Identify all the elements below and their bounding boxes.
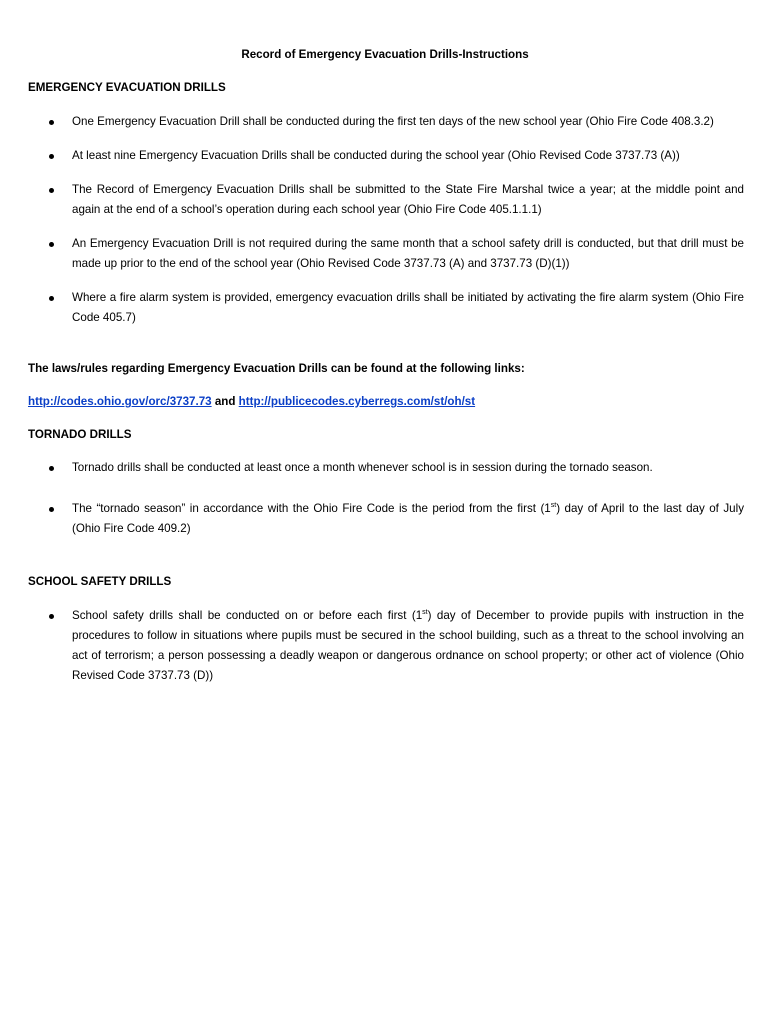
list-item-text: The Record of Emergency Evacuation Drills shall be submitted to the State Fire Marshal twice a year; at the middle point and again at the end of a school’s operation during each school year (Ohio Fire Code 405.1.1.1) [72, 183, 744, 216]
emergency-list [0, 112, 770, 328]
bullet-icon [49, 296, 54, 301]
tornado-text-b: ) day of April to the last day of July (Ohio Fire Code 409.2) [72, 502, 744, 535]
ordinal-suffix: st [422, 609, 428, 617]
emergency-heading: EMERGENCY EVACUATION DRILLS [28, 81, 226, 94]
list-item-text: Where a fire alarm system is provided, emergency evacuation drills shall be initiated by activating the fire alarm system (Ohio Fire Code 405.7) [72, 291, 744, 324]
laws-intro: The laws/rules regarding Emergency Evacuation Drills can be found at the following links: [28, 362, 525, 375]
page-title: Record of Emergency Evacuation Drills-Instructions [241, 48, 529, 61]
fire-code-link[interactable]: http://publicecodes.cyberregs.com/st/oh/st [238, 395, 476, 408]
bullet-icon [49, 242, 54, 247]
bullet-icon [49, 120, 54, 125]
list-item [0, 112, 770, 132]
bullet-icon [49, 507, 54, 512]
tornado-heading: TORNADO DRILLS [28, 428, 132, 441]
list-item [0, 288, 770, 328]
safety-heading: SCHOOL SAFETY DRILLS [28, 575, 172, 588]
ordinal-suffix: st [550, 502, 557, 510]
safety-text-b: ) day of December to provide pupils with instruction in the procedures to follow in situations where pupils must be secured in the school building, such as a threat to the school involving an act of terrorism; a person possessing a deadly weapon or dangerous ordnance on school property; or other act of violence (Ohio Revised Code 3737.73 (D)) [72, 609, 745, 682]
bullet-icon [49, 614, 54, 619]
list-item-text [72, 609, 744, 682]
laws-links [28, 395, 475, 408]
list-item-text: An Emergency Evacuation Drill is not required during the same month that a school safety drill is conducted, but that drill must be made up prior to the end of the school year (Ohio Revised Code 3737.73 (A) and 3737.73 (D)(1)) [72, 237, 744, 270]
links-connector: and [211, 395, 239, 408]
tornado-text-a: The “tornado season” in accordance with the Ohio Fire Code is the period from the first (1 [72, 502, 551, 515]
list-item [0, 234, 770, 274]
list-item [0, 180, 770, 220]
safety-list [0, 606, 770, 686]
bullet-icon [49, 154, 54, 159]
tornado-list [0, 458, 770, 539]
list-item-text: One Emergency Evacuation Drill shall be conducted during the first ten days of the new school year (Ohio Fire Code 408.3.2) [72, 115, 714, 128]
list-item [0, 458, 770, 478]
list-item-text: Tornado drills shall be conducted at least once a month whenever school is in session during the tornado season. [72, 461, 653, 474]
bullet-icon [49, 188, 54, 193]
list-item-text [72, 502, 744, 535]
orc-link[interactable]: http://codes.ohio.gov/orc/3737.73 [28, 395, 212, 408]
safety-text-a: School safety drills shall be conducted on or before each first (1 [72, 609, 423, 622]
list-item [0, 606, 770, 686]
list-item [0, 146, 770, 166]
list-item [0, 499, 770, 539]
bullet-icon [49, 466, 54, 471]
list-item-text: At least nine Emergency Evacuation Drills shall be conducted during the school year (Ohio Revised Code 3737.73 (A)) [72, 149, 680, 162]
